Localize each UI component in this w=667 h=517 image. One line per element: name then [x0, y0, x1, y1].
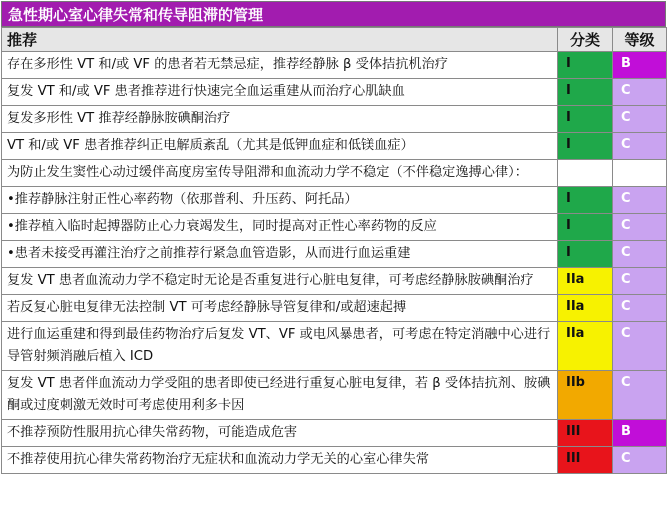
- class-cell: I: [558, 79, 613, 106]
- header-recommendation: 推荐: [2, 28, 558, 52]
- class-cell: I: [558, 187, 613, 214]
- class-cell: [558, 160, 613, 187]
- table-row: [2, 268, 667, 295]
- table-row: [2, 447, 667, 474]
- class-cell: I: [558, 241, 613, 268]
- level-cell: B: [613, 420, 667, 447]
- level-cell: C: [613, 447, 667, 474]
- recommendation-text: 若反复心脏电复律无法控制 VT 可考虑经静脉导管复律和/或超速起搏: [2, 295, 558, 322]
- level-cell: C: [613, 79, 667, 106]
- level-cell: [613, 160, 667, 187]
- table-title: 急性期心室心律失常和传导阻滞的管理: [1, 1, 666, 27]
- table-row: [2, 295, 667, 322]
- level-cell: C: [613, 295, 667, 322]
- table-row: [2, 371, 667, 420]
- recommendation-text: VT 和/或 VF 患者推荐纠正电解质紊乱（尤其是低钾血症和低镁血症）: [2, 133, 558, 160]
- class-cell: IIb: [558, 371, 613, 420]
- recommendation-text: •患者未接受再灌注治疗之前推荐行紧急血管造影，从而进行血运重建: [2, 241, 558, 268]
- header-level: 等级: [613, 28, 667, 52]
- recommendation-text: 复发 VT 和/或 VF 患者推荐进行快速完全血运重建从而治疗心肌缺血: [2, 79, 558, 106]
- table-row: [2, 79, 667, 106]
- recommendation-text: 复发 VT 患者伴血流动力学受阻的患者即使已经进行重复心脏电复律，若 β 受体拮抗剂、胺碘酮或过度刺激无效时可考虑使用利多卡因: [2, 371, 558, 420]
- class-cell: I: [558, 106, 613, 133]
- recommendation-text: •推荐静脉注射正性心率药物（依那普利、升压药、阿托品）: [2, 187, 558, 214]
- class-cell: III: [558, 420, 613, 447]
- recommendation-text: 不推荐预防性服用抗心律失常药物，可能造成危害: [2, 420, 558, 447]
- table-row: [2, 133, 667, 160]
- level-cell: C: [613, 241, 667, 268]
- table-row: [2, 322, 667, 371]
- recommendation-text: 为防止发生窦性心动过缓伴高度房室传导阻滞和血流动力学不稳定（不伴稳定逸搏心律）：: [2, 160, 558, 187]
- recommendation-text: 复发多形性 VT 推荐经静脉胺碘酮治疗: [2, 106, 558, 133]
- class-cell: I: [558, 52, 613, 79]
- table-row: [2, 214, 667, 241]
- level-cell: C: [613, 187, 667, 214]
- recommendation-text: 进行血运重建和得到最佳药物治疗后复发 VT、VF 或电风暴患者，可考虑在特定消融中心进行导管射频消融后植入 ICD: [2, 322, 558, 371]
- level-cell: C: [613, 106, 667, 133]
- level-cell: C: [613, 214, 667, 241]
- level-cell: C: [613, 268, 667, 295]
- recommendation-text: 存在多形性 VT 和/或 VF 的患者若无禁忌症，推荐经静脉 β 受体拮抗机治疗: [2, 52, 558, 79]
- table-row: [2, 241, 667, 268]
- class-cell: IIa: [558, 268, 613, 295]
- table-row: [2, 52, 667, 79]
- recommendation-table: [1, 27, 667, 474]
- table-row: [2, 106, 667, 133]
- class-cell: IIa: [558, 322, 613, 371]
- header-row: [2, 28, 667, 52]
- level-cell: C: [613, 322, 667, 371]
- table-row: [2, 187, 667, 214]
- class-cell: III: [558, 447, 613, 474]
- table-row: [2, 160, 667, 187]
- table-row: [2, 420, 667, 447]
- class-cell: I: [558, 214, 613, 241]
- level-cell: B: [613, 52, 667, 79]
- recommendation-text: 不推荐使用抗心律失常药物治疗无症状和血流动力学无关的心室心律失常: [2, 447, 558, 474]
- level-cell: C: [613, 371, 667, 420]
- recommendation-text: •推荐植入临时起搏器防止心力衰竭发生，同时提高对正性心率药物的反应: [2, 214, 558, 241]
- class-cell: IIa: [558, 295, 613, 322]
- class-cell: I: [558, 133, 613, 160]
- level-cell: C: [613, 133, 667, 160]
- header-class: 分类: [558, 28, 613, 52]
- guideline-table-container: [1, 1, 666, 474]
- recommendation-text: 复发 VT 患者血流动力学不稳定时无论是否重复进行心脏电复律，可考虑经静脉胺碘酮治疗: [2, 268, 558, 295]
